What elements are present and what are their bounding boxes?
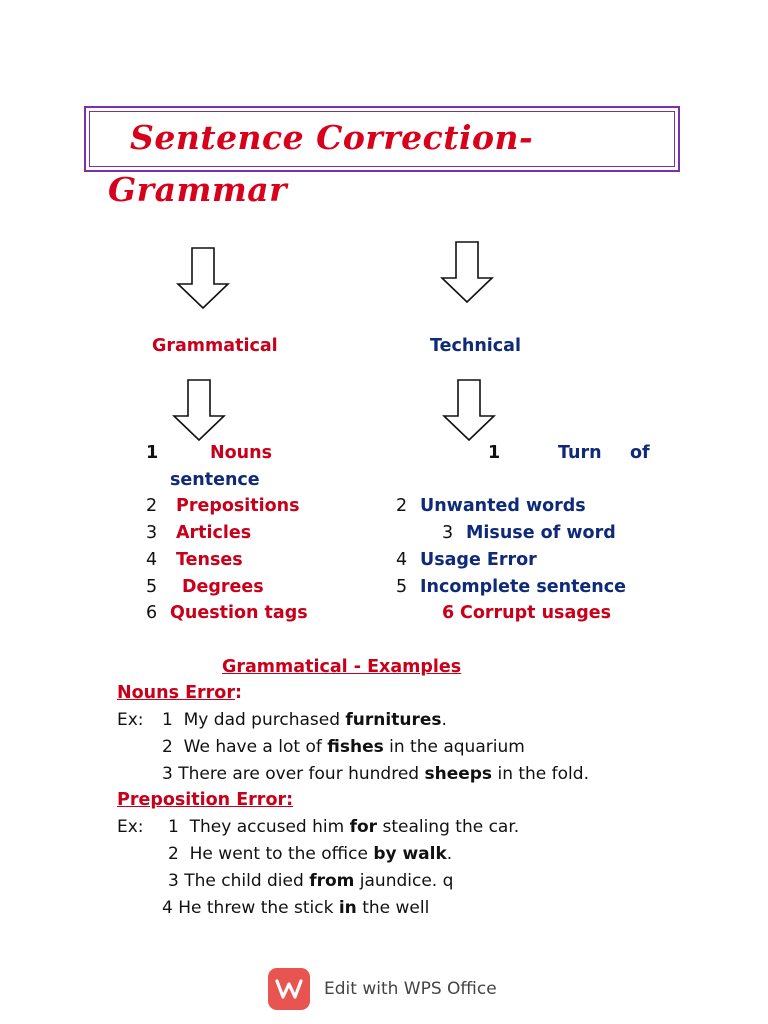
preposition-example-prefix: Ex:	[117, 817, 144, 837]
technical-item-label: Unwanted words	[420, 496, 586, 516]
wps-logo-icon[interactable]	[268, 968, 310, 1010]
nouns-example-1: 1 My dad purchased furnitures.	[162, 710, 447, 730]
title-line-1: Sentence Correction-	[130, 118, 534, 157]
preposition-example-3: 3 The child died from jaundice. q	[168, 871, 454, 891]
wps-edit-label[interactable]: Edit with WPS Office	[324, 979, 497, 999]
technical-item-label: Misuse of word	[466, 523, 616, 543]
grammatical-item-label: Nouns	[210, 443, 273, 463]
grammatical-item-number: 5	[146, 577, 158, 597]
technical-item-number: 6	[442, 603, 455, 623]
technical-item-number: 1	[488, 443, 501, 463]
technical-item-label: Usage Error	[420, 550, 537, 570]
technical-item-number: 5	[396, 577, 408, 597]
examples-heading: Grammatical - Examples	[222, 657, 462, 677]
grammatical-item-number: 1	[146, 443, 159, 463]
nouns-example-prefix: Ex:	[117, 710, 144, 730]
preposition-example-2: 2 He went to the office by walk.	[168, 844, 453, 864]
technical-item-label: Incomplete sentence	[420, 577, 627, 597]
preposition-example-4: 4 He threw the stick in the well	[162, 898, 430, 918]
grammatical-item-label: Prepositions	[176, 496, 300, 516]
nouns-example-3: 3 There are over four hundred sheeps in the fold.	[162, 764, 589, 784]
technical-item-label: of	[630, 443, 650, 463]
technical-item-label: sentence	[170, 470, 260, 490]
technical-item-label: Turn	[558, 443, 602, 463]
wps-edit-banner[interactable]	[268, 968, 497, 1010]
grammatical-item-label: Articles	[176, 523, 252, 543]
preposition-error-heading: Preposition Error:	[117, 790, 294, 810]
nouns-error-heading: Nouns Error:	[117, 683, 242, 703]
technical-item-number: 4	[396, 550, 408, 570]
grammatical-item-number: 6	[146, 603, 158, 623]
down-arrow-icon	[170, 378, 228, 444]
grammatical-item-label: Question tags	[170, 603, 308, 623]
category-technical: Technical	[430, 336, 521, 356]
technical-item-number: 3	[442, 523, 454, 543]
category-grammatical: Grammatical	[152, 336, 278, 356]
preposition-example-1: 1 They accused him for stealing the car.	[168, 817, 520, 837]
grammatical-item-number: 2	[146, 496, 158, 516]
title-line-2: Grammar	[108, 170, 288, 209]
down-arrow-icon	[438, 240, 496, 306]
grammatical-item-label: Tenses	[176, 550, 243, 570]
down-arrow-icon	[440, 378, 498, 444]
technical-item-number: 2	[396, 496, 408, 516]
technical-item-label: Corrupt usages	[460, 603, 612, 623]
grammatical-item-label: Degrees	[182, 577, 264, 597]
grammatical-item-number: 3	[146, 523, 158, 543]
down-arrow-icon	[174, 246, 232, 312]
grammatical-item-number: 4	[146, 550, 158, 570]
nouns-example-2: 2 We have a lot of fishes in the aquarium	[162, 737, 525, 757]
